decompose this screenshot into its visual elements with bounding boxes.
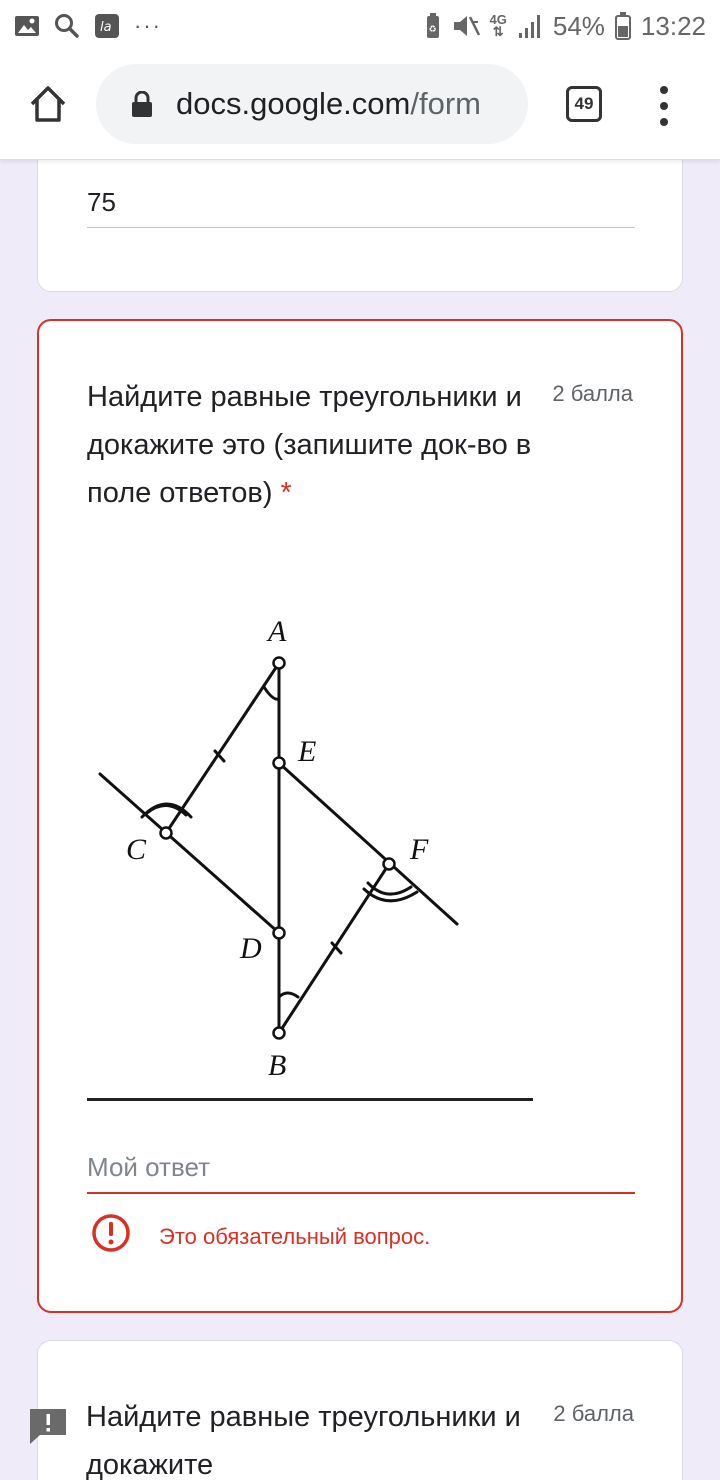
- answer-input[interactable]: [87, 1147, 635, 1187]
- svg-text:la: la: [100, 20, 112, 35]
- geometry-figure: [87, 611, 537, 1101]
- status-bar: [0, 0, 720, 52]
- answer-underline: [87, 227, 635, 228]
- question-points: 2 балла: [552, 381, 633, 406]
- clock: 13:22: [640, 10, 706, 41]
- battery-saver-icon: [424, 13, 442, 39]
- gallery-icon: [14, 14, 40, 38]
- more-notifications-icon: ···: [134, 13, 162, 38]
- point-label-f: F: [410, 833, 429, 866]
- question-card: [37, 319, 683, 1313]
- point-label-b: B: [268, 1049, 287, 1082]
- next-question-title: Найдите равные треугольники и докажите: [86, 1401, 521, 1480]
- search-icon: [54, 13, 80, 39]
- feedback-icon[interactable]: [28, 1405, 68, 1445]
- tab-switcher-button[interactable]: 49: [566, 86, 602, 122]
- battery-percent: 54%: [552, 10, 605, 41]
- browser-toolbar: [0, 52, 720, 160]
- previous-answer-value[interactable]: 75: [87, 187, 116, 217]
- point-label-d: D: [240, 932, 262, 965]
- point-label-e: E: [298, 735, 317, 768]
- more-menu-icon[interactable]: [654, 86, 674, 126]
- signal-icon: [517, 13, 543, 39]
- home-icon[interactable]: [26, 82, 70, 126]
- app-icon: [94, 13, 120, 39]
- figure-bottom-line: [87, 1098, 533, 1101]
- network-type-label: 4G ⇅: [489, 12, 507, 39]
- required-error-message: Это обязательный вопрос.: [159, 1224, 431, 1249]
- url-path: /form: [410, 86, 481, 121]
- answer-underline-error: [87, 1192, 635, 1194]
- point-label-c: C: [126, 833, 147, 866]
- lock-icon: [130, 91, 154, 117]
- error-icon: [91, 1213, 131, 1253]
- mute-icon: [452, 13, 480, 39]
- required-asterisk: *: [280, 477, 292, 509]
- next-question-points: 2 балла: [553, 1401, 634, 1426]
- next-question-card: [37, 1340, 683, 1480]
- point-label-a: A: [268, 615, 287, 648]
- svg-text:♻: ♻: [428, 25, 437, 35]
- question-title: Найдите равные треугольники и докажите это (запишите док-во в поле ответов) *: [87, 381, 532, 509]
- url-host: docs.google.com: [176, 86, 411, 121]
- battery-icon: [615, 12, 631, 40]
- address-bar[interactable]: [96, 64, 528, 144]
